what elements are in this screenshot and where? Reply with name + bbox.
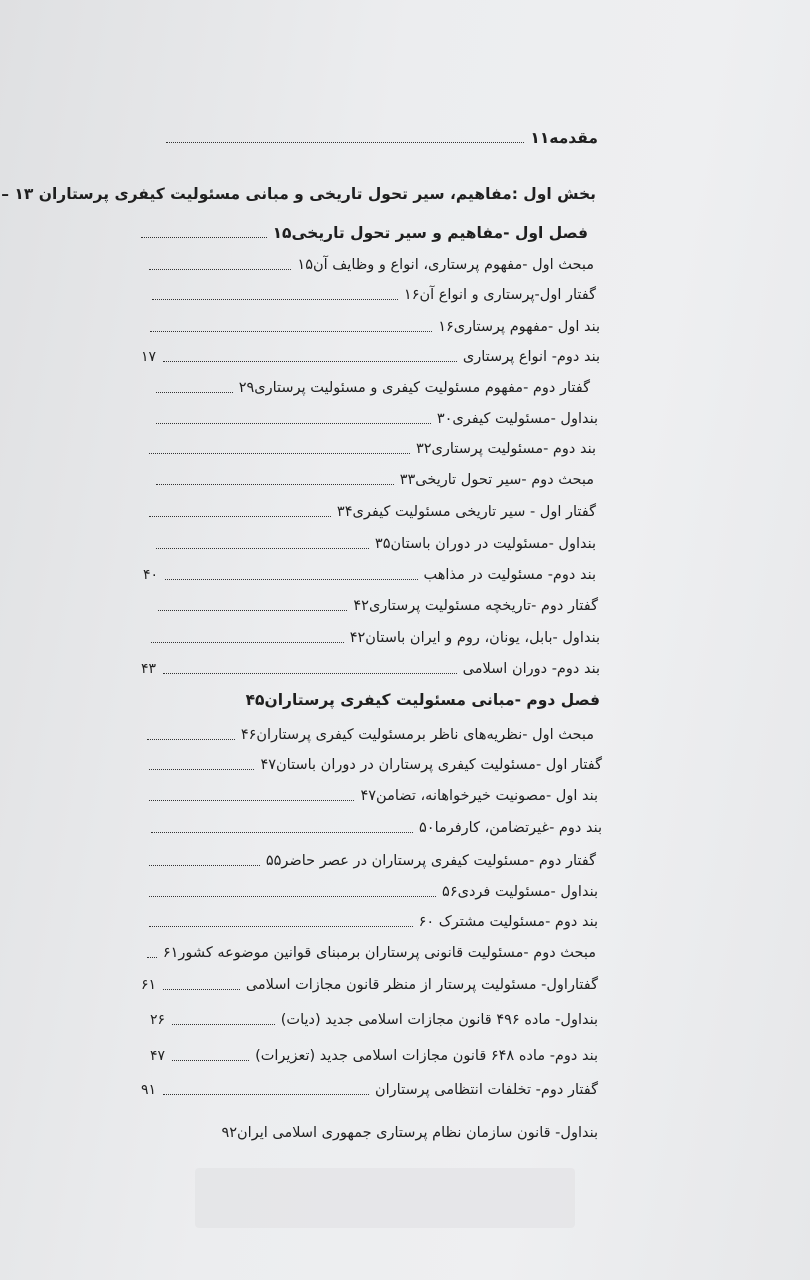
toc-row bbox=[150, 471, 594, 489]
toc-row bbox=[145, 819, 602, 837]
dot-leader bbox=[149, 865, 260, 866]
toc-row-introduction bbox=[160, 129, 598, 147]
toc-row bbox=[143, 944, 596, 962]
toc-title: گفتار اول -مسئولیت کیفری پرستاران در دوران باستان۴۷ bbox=[260, 757, 602, 773]
dot-leader bbox=[149, 269, 291, 270]
toc-title: بنداول -مسئولیت فردی۵۶ bbox=[442, 884, 598, 900]
toc-title: مبحث اول -مفهوم پرستاری، انواع و وظایف آن۱۵ bbox=[297, 257, 594, 273]
dot-leader bbox=[172, 1024, 275, 1025]
toc-title: گفتار اول-پرستاری و انواع آن۱۶ bbox=[403, 287, 596, 303]
dot-leader bbox=[163, 673, 457, 674]
toc-row bbox=[150, 410, 598, 428]
dot-leader bbox=[149, 926, 413, 927]
toc-title: بند دوم- مسئولیت در مذاهب bbox=[423, 567, 596, 583]
dot-leader bbox=[165, 579, 418, 580]
dot-leader bbox=[172, 1060, 249, 1061]
dot-leader bbox=[141, 237, 267, 238]
toc-title: بند دوم- انواع پرستاری bbox=[462, 349, 600, 365]
dot-leader bbox=[149, 453, 410, 454]
dot-leader bbox=[152, 299, 398, 300]
dot-leader bbox=[156, 392, 233, 393]
toc-title: مبحث دوم -مسئولیت قانونی پرستاران برمبنای قوانین موضوعه کشور۶۱ bbox=[162, 945, 596, 961]
toc-row bbox=[150, 1011, 598, 1029]
dot-leader bbox=[149, 769, 254, 770]
toc-row bbox=[141, 660, 600, 678]
dot-leader bbox=[166, 142, 524, 143]
toc-row bbox=[152, 597, 598, 615]
page-number: ۹۱ bbox=[141, 1082, 157, 1098]
toc-row bbox=[141, 976, 598, 994]
toc-title: بنداول- ماده ۴۹۶ قانون مجازات اسلامی جدید (دیات) bbox=[280, 1012, 598, 1028]
toc-title: بند دوم- ماده ۶۴۸ قانون مجازات اسلامی جدید (تعزیرات) bbox=[255, 1048, 598, 1064]
toc-title: بند اول -مصونیت خیرخواهانه، تضامن۴۷ bbox=[360, 788, 598, 804]
toc-title: گفتار دوم -تاریخچه مسئولیت پرستاری۴۲ bbox=[353, 598, 598, 614]
toc-row-chapter-two bbox=[245, 691, 600, 709]
toc-row bbox=[141, 726, 594, 744]
toc-row bbox=[143, 756, 602, 774]
dot-leader bbox=[149, 896, 436, 897]
toc-title: فصل اول -مفاهیم و سیر تحول تاریخی۱۵ bbox=[272, 224, 588, 242]
toc-title: گفتار دوم -مفهوم مسئولیت کیفری و مسئولیت پرستاری۲۹ bbox=[238, 380, 590, 396]
dot-leader bbox=[156, 484, 394, 485]
toc-row bbox=[143, 787, 598, 805]
toc-row bbox=[143, 883, 598, 901]
dot-leader bbox=[156, 423, 431, 424]
toc-row bbox=[150, 535, 596, 553]
toc-title: بند دوم -مسئولیت مشترک ۶۰ bbox=[418, 914, 598, 930]
toc-title: مبحث دوم -سیر تحول تاریخی۳۳ bbox=[399, 472, 594, 488]
dot-leader bbox=[156, 548, 369, 549]
dot-leader bbox=[147, 739, 235, 740]
dot-leader bbox=[150, 331, 432, 332]
toc-row bbox=[135, 224, 588, 242]
toc-row bbox=[150, 379, 590, 397]
toc-title: گفتار دوم -مسئولیت کیفری پرستاران در عصر حاضر۵۵ bbox=[265, 853, 596, 869]
page-number: ۴۰ bbox=[143, 567, 159, 583]
dot-leader bbox=[163, 1094, 369, 1095]
toc-row bbox=[150, 1047, 598, 1065]
dot-leader bbox=[163, 989, 240, 990]
dot-leader bbox=[151, 832, 413, 833]
toc-title: بند دوم- دوران اسلامی bbox=[462, 661, 600, 677]
toc-title: بنداول- قانون سازمان نظام پرستاری جمهوری اسلامی ایران۹۲ bbox=[221, 1125, 598, 1141]
toc-row bbox=[141, 348, 600, 366]
toc-title: بند دوم -مسئولیت پرستاری۳۲ bbox=[415, 441, 596, 457]
toc-title: گفتار اول - سیر تاریخی مسئولیت کیفری۳۴ bbox=[336, 504, 596, 520]
toc-row bbox=[143, 503, 596, 521]
toc-row bbox=[146, 286, 596, 304]
dot-leader bbox=[147, 957, 157, 958]
toc-title: بخش اول :مفاهیم، سیر تحول تاریخی و مبانی مسئولیت کیفری پرستاران ۱۳ – bbox=[1, 185, 596, 203]
toc-row bbox=[144, 318, 600, 336]
toc-row bbox=[143, 256, 594, 274]
toc-title: گفتاراول- مسئولیت پرستار از منظر قانون مجازات اسلامی bbox=[245, 977, 598, 993]
page-number: ۲۶ bbox=[150, 1012, 166, 1028]
dot-leader bbox=[163, 361, 457, 362]
toc-title: بنداول -مسئولیت کیفری۳۰ bbox=[436, 411, 598, 427]
toc-title: بند دوم -غیرتضامن، کارفرما۵۰ bbox=[418, 820, 602, 836]
toc-title: مقدمه۱۱ bbox=[530, 129, 598, 147]
toc-title: بنداول -مسئولیت در دوران باستان۳۵ bbox=[374, 536, 596, 552]
dot-leader bbox=[149, 516, 331, 517]
toc-row bbox=[141, 1081, 598, 1099]
toc-row bbox=[143, 440, 596, 458]
page-number: ۱۷ bbox=[141, 349, 157, 365]
dot-leader bbox=[151, 642, 344, 643]
page-number: ۴۳ bbox=[141, 661, 157, 677]
dot-leader bbox=[158, 610, 347, 611]
toc-title: بنداول -بابل، یونان، روم و ایران باستان۴۲ bbox=[349, 630, 600, 646]
page-number: ۶۱ bbox=[141, 977, 157, 993]
page-number: ۴۷ bbox=[150, 1048, 166, 1064]
toc-row bbox=[143, 852, 596, 870]
toc-title: فصل دوم -مبانی مسئولیت کیفری پرستاران۴۵ bbox=[245, 691, 600, 709]
toc-title: گفتار دوم- تخلفات انتظامی پرستاران bbox=[374, 1082, 598, 1098]
toc-row bbox=[143, 566, 596, 584]
toc-row-part-one bbox=[1, 185, 596, 203]
toc-title: مبحث اول -نظریه‌های ناظر برمسئولیت کیفری پرستاران۴۶ bbox=[240, 727, 594, 743]
toc-row bbox=[145, 629, 600, 647]
page-shadow bbox=[195, 1168, 575, 1228]
dot-leader bbox=[149, 800, 354, 801]
toc-row bbox=[143, 913, 598, 931]
toc-title: بند اول -مفهوم پرستاری۱۶ bbox=[438, 319, 600, 335]
toc-row bbox=[221, 1124, 598, 1142]
